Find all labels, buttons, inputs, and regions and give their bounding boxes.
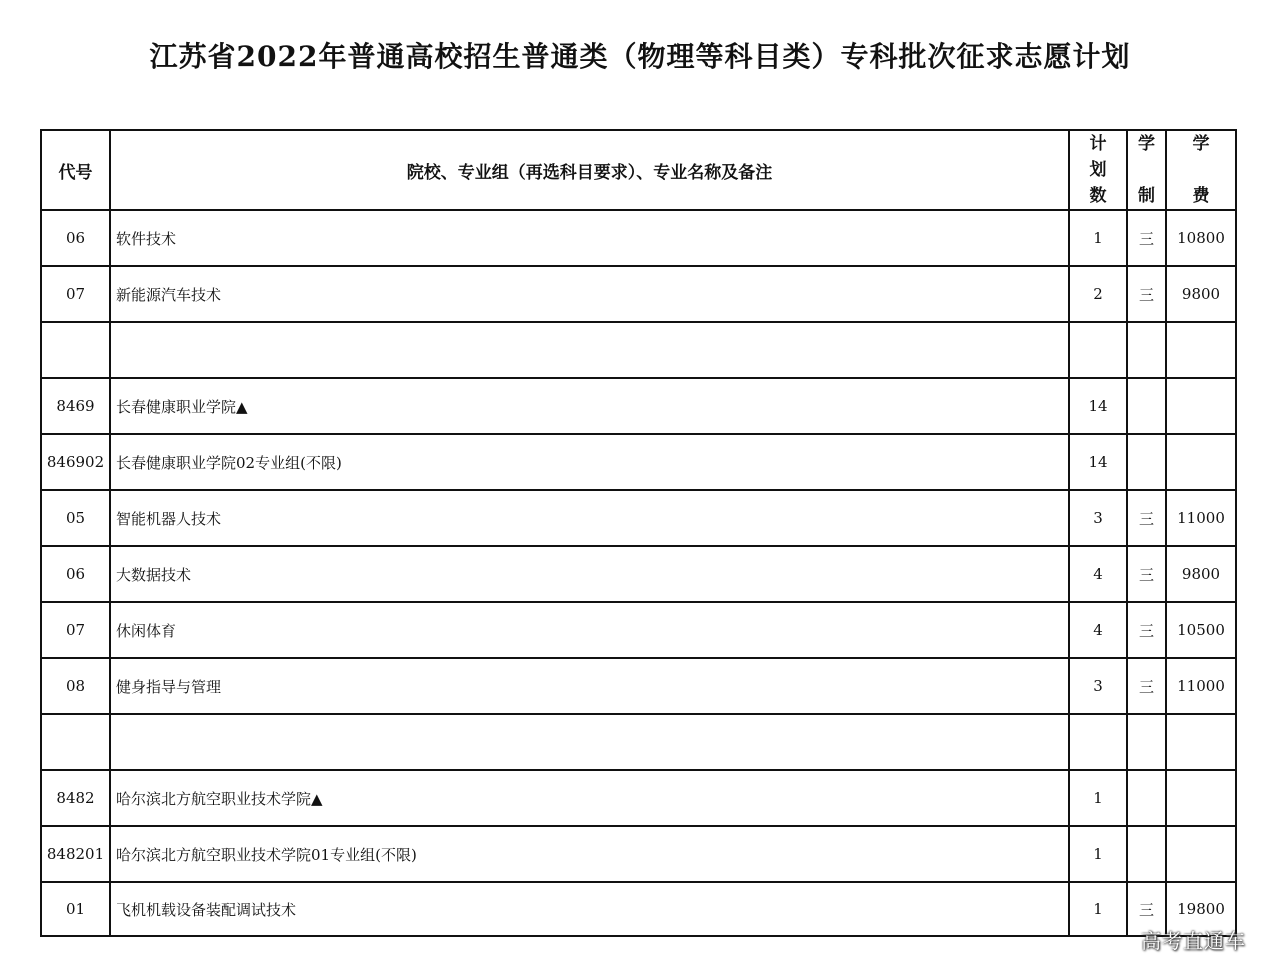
cell-name: 休闲体育 [110,602,1069,658]
cell-name: 大数据技术 [110,546,1069,602]
cell-code: 848201 [41,826,110,882]
cell-plan-count: 1 [1069,210,1127,266]
cell-fee: 10500 [1166,602,1236,658]
cell-name: 新能源汽车技术 [110,266,1069,322]
cell-plan-count: 3 [1069,490,1127,546]
table-row [41,322,1236,378]
cell-years: 三 [1127,882,1166,936]
cell-fee: 10800 [1166,210,1236,266]
cell-plan-count: 14 [1069,378,1127,434]
table-row [41,658,1236,714]
cell-code [41,322,110,378]
header-years-char: 制 [1138,186,1155,206]
table-row [41,770,1236,826]
cell-name: 长春健康职业学院▲ [110,378,1069,434]
cell-fee [1166,322,1236,378]
header-name: 院校、专业组（再选科目要求）、专业名称及备注 [110,130,1069,210]
cell-fee: 9800 [1166,546,1236,602]
cell-fee: 9800 [1166,266,1236,322]
cell-years: 三 [1127,602,1166,658]
cell-years: 三 [1127,658,1166,714]
watermark: 高考直通车 [1141,929,1246,953]
header-years-char: 学 [1138,134,1155,154]
cell-plan-count: 1 [1069,882,1127,936]
cell-years: 三 [1127,210,1166,266]
table-row [41,826,1236,882]
cell-code: 8482 [41,770,110,826]
cell-name: 软件技术 [110,210,1069,266]
cell-fee: 11000 [1166,490,1236,546]
cell-code: 846902 [41,434,110,490]
table-row [41,434,1236,490]
header-plan [1069,130,1127,210]
enrollment-plan-table [40,129,1237,937]
cell-plan-count: 1 [1069,826,1127,882]
document-title: 江苏省2022年普通高校招生普通类（物理等科目类）专科批次征求志愿计划 [149,40,1131,73]
cell-years: 三 [1127,266,1166,322]
cell-years [1127,322,1166,378]
table-header-row [41,130,1236,210]
cell-years [1127,826,1166,882]
cell-code: 07 [41,266,110,322]
header-fee-char: 费 [1192,186,1210,206]
table-row [41,210,1236,266]
cell-name: 哈尔滨北方航空职业技术学院01专业组(不限) [110,826,1069,882]
cell-name: 长春健康职业学院02专业组(不限) [110,434,1069,490]
cell-name: 健身指导与管理 [110,658,1069,714]
cell-plan-count: 1 [1069,770,1127,826]
cell-plan-count [1069,714,1127,770]
cell-code: 8469 [41,378,110,434]
cell-code: 01 [41,882,110,936]
table-row [41,490,1236,546]
table-row [41,882,1236,936]
cell-fee [1166,378,1236,434]
cell-name: 飞机机载设备装配调试技术 [110,882,1069,936]
cell-fee: 19800 [1166,882,1236,936]
table-row [41,378,1236,434]
table-row [41,714,1236,770]
header-years [1127,130,1166,210]
cell-plan-count: 4 [1069,546,1127,602]
cell-name [110,714,1069,770]
cell-plan-count: 3 [1069,658,1127,714]
cell-plan-count: 4 [1069,602,1127,658]
cell-plan-count [1069,322,1127,378]
header-plan-char: 数 [1089,186,1107,206]
table-body [41,210,1236,936]
cell-code: 05 [41,490,110,546]
cell-code: 08 [41,658,110,714]
cell-plan-count: 14 [1069,434,1127,490]
cell-fee [1166,826,1236,882]
cell-fee: 11000 [1166,658,1236,714]
cell-name: 智能机器人技术 [110,490,1069,546]
cell-name [110,322,1069,378]
header-fee [1166,130,1236,210]
cell-fee [1166,434,1236,490]
cell-plan-count: 2 [1069,266,1127,322]
table-row [41,266,1236,322]
cell-years [1127,714,1166,770]
table-row [41,546,1236,602]
cell-code: 06 [41,210,110,266]
cell-code: 07 [41,602,110,658]
header-fee-char: 学 [1192,134,1210,154]
table-row [41,602,1236,658]
cell-years [1127,378,1166,434]
cell-years [1127,434,1166,490]
cell-fee [1166,770,1236,826]
header-plan-char: 划 [1089,160,1107,180]
header-plan-char: 计 [1089,134,1107,154]
cell-years: 三 [1127,546,1166,602]
cell-fee [1166,714,1236,770]
cell-name: 哈尔滨北方航空职业技术学院▲ [110,770,1069,826]
cell-code: 06 [41,546,110,602]
header-code: 代号 [41,130,110,210]
cell-years: 三 [1127,490,1166,546]
cell-code [41,714,110,770]
cell-years [1127,770,1166,826]
